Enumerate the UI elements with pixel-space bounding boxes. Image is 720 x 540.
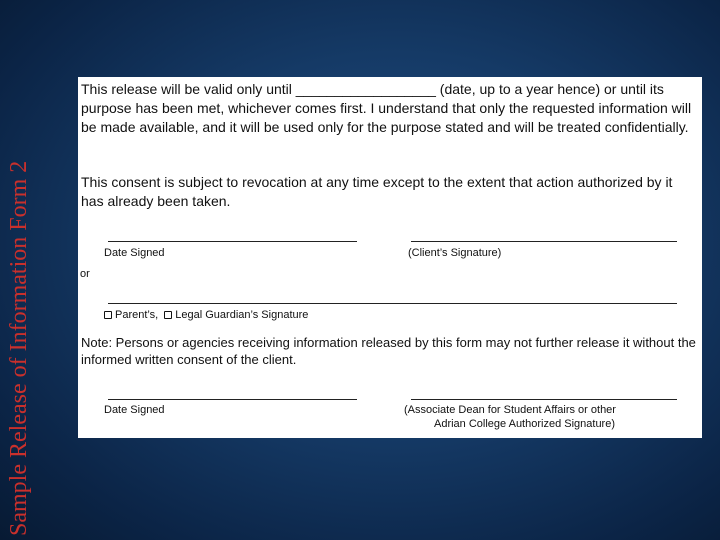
authorized-signature-label-line1: (Associate Dean for Student Affairs or other bbox=[404, 404, 616, 416]
date-signed-label-1: Date Signed bbox=[104, 247, 165, 259]
validity-paragraph: This release will be valid only until __________________ (date, up to a year hence) or until its purpose has been met, whichever comes first. I understand that only the requested information will be made available, and it will be used only for the purpose stated and will be treated confidentially. bbox=[81, 81, 692, 135]
or-label: or bbox=[80, 268, 90, 280]
authorized-signature-line[interactable] bbox=[411, 399, 677, 400]
slide-side-title: Sample Release of Information Form 2 bbox=[6, 160, 32, 536]
date-signed-label-2: Date Signed bbox=[104, 404, 165, 416]
legal-guardian-option-label: Legal Guardian’s Signature bbox=[175, 309, 309, 321]
release-form-document bbox=[78, 77, 702, 438]
authorized-signature-label-line2: Adrian College Authorized Signature) bbox=[434, 418, 616, 430]
legal-guardian-checkbox[interactable] bbox=[164, 311, 172, 319]
guardian-signature-line[interactable] bbox=[108, 303, 677, 304]
client-signature-line[interactable] bbox=[411, 241, 677, 242]
parent-option-label: Parent’s, bbox=[115, 309, 159, 321]
guardian-signature-label bbox=[104, 309, 308, 322]
client-signature-label: (Client’s Signature) bbox=[408, 247, 502, 259]
note-paragraph: Note: Persons or agencies receiving information released by this form may not further release it without the informed written consent of the client. bbox=[81, 335, 696, 367]
date-signed-line-1[interactable] bbox=[108, 241, 357, 242]
revocation-paragraph: This consent is subject to revocation at any time except to the extent that action authorized by it has already been taken. bbox=[81, 174, 673, 209]
date-signed-line-2[interactable] bbox=[108, 399, 357, 400]
parent-checkbox[interactable] bbox=[104, 311, 112, 319]
